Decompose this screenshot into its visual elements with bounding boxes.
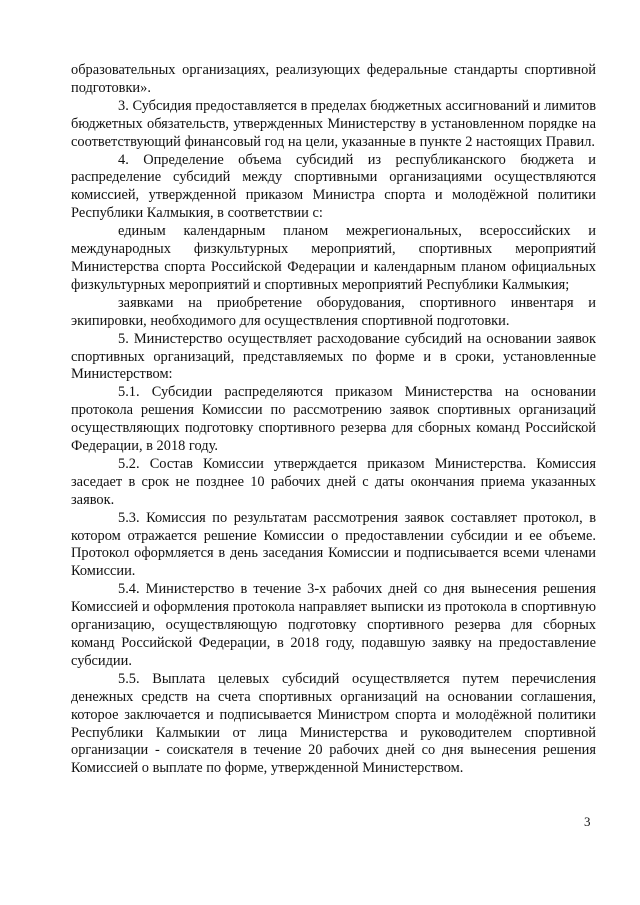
paragraph-continuation: образовательных организациях, реализующих федеральные стандарты спортивной подготовки». <box>71 62 596 96</box>
paragraph-item-5: 5. Министерство осуществляет расходование субсидий на основании заявок спортивных организаций, представляемых по форме и в сроки, установленные Министерством: <box>71 330 596 383</box>
paragraph-item-5-1: 5.1. Субсидии распределяются приказом Министерства на основании протокола решения Комиссии по рассмотрению заявок спортивных организаций осуществляющих подготовку спортивного резерва для сборных команд Российской Федерации, в 2018 году. <box>71 384 596 455</box>
paragraph-item-5-2: 5.2. Состав Комиссии утверждается приказом Министерства. Комиссия заседает в срок не позднее 10 рабочих дней с даты окончания приема указанных заявок. <box>71 455 596 508</box>
paragraph-item-4-subitem-requests: заявками на приобретение оборудования, спортивного инвентаря и экипировки, необходимого для осуществления спортивной подготовки. <box>71 294 596 329</box>
paragraph-item-5-5: 5.5. Выплата целевых субсидий осуществляется путем перечисления денежных средств на счета спортивных организаций на основании соглашения, которое заключается и подписывается Министром спорта и молодёжной политики Республики Калмыкии от лица Министерства и руководителем спортивной организации - соискателя в течение 20 рабочих дней со дня вынесения решения Комиссией о выплате по форме, утвержденной Министерством. <box>71 670 596 777</box>
document-body <box>71 62 596 778</box>
paragraph-item-4: 4. Определение объема субсидий из республиканского бюджета и распределение субсидий между спортивными организациями осуществляются комиссией, утвержденной приказом Министра спорта и молодёжной политики Республики Калмыкия, в соответствии с: <box>71 151 596 222</box>
paragraph-item-5-3: 5.3. Комиссия по результатам рассмотрения заявок составляет протокол, в котором отражается решение Комиссии о предоставлении субсидии и ее объеме. Протокол оформляется в день заседания Комиссии и подписывается всеми членами Комиссии. <box>71 509 596 580</box>
page-number: 3 <box>584 814 591 829</box>
paragraph-item-5-4: 5.4. Министерство в течение 3-х рабочих дней со дня вынесения решения Комиссией и оформления протокола направляет выписки из протокола в спортивную организацию, осуществляющую подготовку спортивного резерва для сборных команд Российской Федерации, в 2018 году, подавшую заявку на предоставление субсидии. <box>71 581 596 669</box>
paragraph-item-3: 3. Субсидия предоставляется в пределах бюджетных ассигнований и лимитов бюджетных обязательств, утвержденных Министерству в установленном порядке на соответствующий финансовый год на цели, указанные в пункте 2 настоящих Правил. <box>71 97 596 150</box>
paragraph-item-4-subitem-plan: единым календарным планом межрегиональных, всероссийских и международных физкультурных мероприятий, спортивных мероприятий Министерства спорта Российской Федерации и календарным планом официальных физкультурных мероприятий и спортивных мероприятий Республики Калмыкия; <box>71 223 596 293</box>
